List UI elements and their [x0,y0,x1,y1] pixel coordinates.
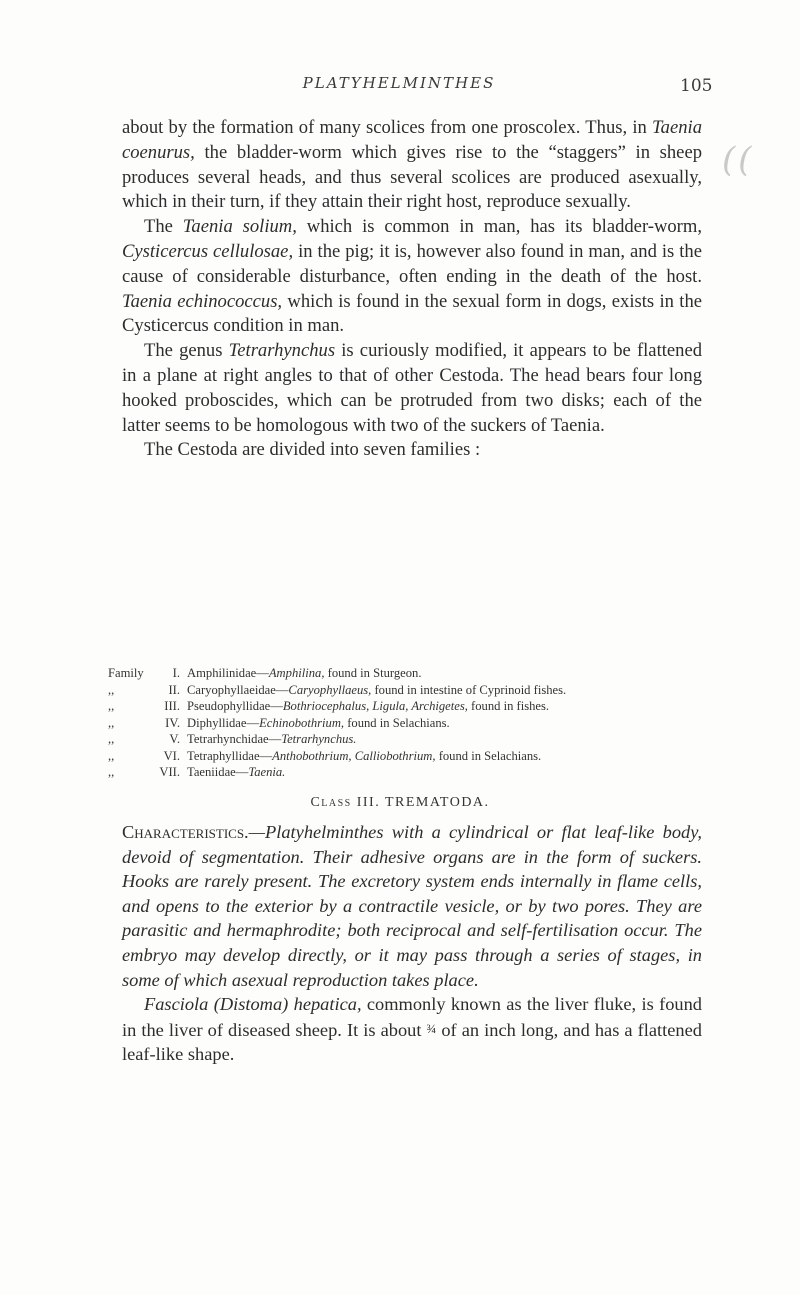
text-run: in the pig; it is, however also found in man, and is the cause of considerable disturbance, often ending in the death of the host. [122,240,702,287]
family-name: Caryophyllaeidae— [187,682,289,697]
trematoda-text [122,820,702,1067]
family-genera: Bothriocephalus, Ligula, Archigetes, [282,699,468,713]
family-name: Tetrarhynchidae— [187,732,282,746]
paragraph-characteristics [122,820,702,992]
family-row [108,749,708,765]
family-description [187,765,708,781]
family-number: II. [168,682,180,697]
section-heading: Class III. TREMATODA. [310,795,490,810]
paragraph-taenia-solium [122,215,702,339]
page-number: 105 [680,76,713,96]
family-description [187,716,708,732]
family-genera: Tetrarhynchus. [281,732,357,746]
family-row [108,683,708,699]
family-name: Taeniidae— [187,765,249,779]
family-label: ,, [108,699,115,713]
family-row [108,732,708,748]
characteristics-text: —Platyhelminthes with a cylindrical or flat leaf-like body, devoid of segmentation. Their adhesive organs are in the form of suckers. Hooks are rarely present. The excretory system ends internally in flame cells, and opens to the exterior by a contractile vesicle, or by two pores. They are parasitic and hermaphrodite; both reciprocal and self-fertilisation occur. The embryo may develop directly, or it may pass through a series of stages, in some of which asexual reproduction takes place. [122,822,702,990]
margin-pencil-mark: ( ( [722,140,748,180]
family-habitat: found in fishes. [467,699,550,713]
text-run: of an inch long, and has a flattened leaf-like shape. [122,1019,702,1065]
family-row [108,666,708,682]
text-run: The genus [144,340,229,362]
family-label: ,, [108,715,115,730]
family-name: Pseudophyllidae— [187,699,283,713]
family-label: ,, [108,732,115,746]
species-name: hepatica, [293,994,362,1015]
family-genera: Echinobothrium, [259,715,345,730]
family-habitat: found in Selachians. [344,715,450,730]
family-row [108,699,708,715]
family-list [108,666,708,782]
text-run: which is found in the sexual form in dogs, exists in the Cysticercus condition in man. [122,290,702,337]
genus-synonym: (Distoma) [213,994,289,1015]
text-run: commonly known as the liver fluke, is found in the liver of diseased sheep. It is about [122,994,702,1040]
text-run: the bladder-worm which gives rise to the “staggers” in sheep produces several heads, and thus several scolices are produced asexually, which in their turn, if they attain their right host, reproduce sexually. [122,141,702,213]
family-description [187,683,708,699]
text-run: The [144,216,183,238]
main-text [122,116,702,463]
family-row [108,765,708,781]
family-genera: Anthobothrium, Calliobothrium, [272,748,436,763]
family-genera: Caryophyllaeus, [288,682,372,697]
family-description [187,666,708,682]
family-name: Diphyllidae— [187,715,260,730]
family-description [187,699,708,715]
genus-name: Tetrarhynchus [228,340,336,362]
family-habitat: found in Sturgeon. [324,666,422,680]
paragraph-fasciola [122,992,702,1067]
family-number: IV. [165,715,180,730]
family-number: III. [164,699,180,713]
text-run: which is common in man, has its bladder-worm, [296,216,702,238]
species-name: Cysticercus cellulosae, [122,240,294,262]
family-number: VI. [163,748,180,763]
text-run: is curiously modified, it appears to be flattened in a plane at right angles to that of other Cestoda. The head bears four long hooked proboscides, which can be protruded from two disks; each of the latter seems to be homologous with two of the suckers of Taenia. [122,340,702,436]
family-label: ,, [108,765,115,779]
family-habitat: found in intestine of Cyprinoid fishes. [371,682,567,697]
family-row [108,716,708,732]
paragraph-scolices [122,116,702,215]
family-genera: Amphilina, [268,666,325,680]
family-description [187,749,708,765]
family-name: Amphilinidae— [187,666,269,680]
running-title: PLATYHELMINTHES [302,74,496,92]
family-number: V. [169,732,180,746]
family-number: VII. [159,765,180,779]
paragraph-families-intro: The Cestoda are divided into seven families : [144,439,481,461]
genus-name: Fasciola [144,994,209,1015]
family-label: Family [108,666,144,680]
fraction: ¾ [426,1020,437,1036]
family-name: Tetraphyllidae— [187,748,273,763]
species-name: Taenia solium, [182,216,297,238]
family-genera: Taenia. [248,765,286,779]
family-label: ,, [108,748,115,763]
species-name: Taenia coenurus, [122,117,702,163]
family-label: ,, [108,682,115,697]
family-description [187,732,708,748]
text-run: about by the formation of many scolices from one proscolex. Thus, in [122,117,653,138]
family-habitat: found in Selachians. [435,748,542,763]
species-name: Taenia echinococcus, [122,290,283,312]
family-number: I. [172,666,180,680]
paragraph-tetrarhynchus [122,339,702,438]
characteristics-lead: Characteristics. [122,822,249,842]
